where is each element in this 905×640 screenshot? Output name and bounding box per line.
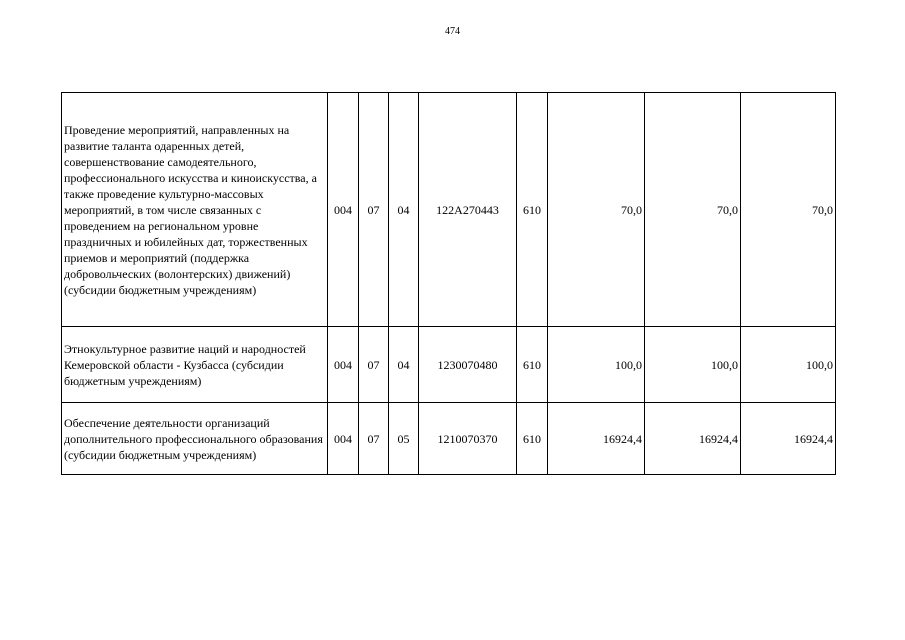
subsection-code: 04 xyxy=(389,327,419,403)
amount-year-3: 16924,4 xyxy=(741,403,836,475)
subsection-code: 05 xyxy=(389,403,419,475)
ministry-code: 004 xyxy=(328,327,359,403)
section-code: 07 xyxy=(359,403,389,475)
amount-year-1: 70,0 xyxy=(548,93,645,327)
table-row xyxy=(62,327,836,403)
amount-year-2: 70,0 xyxy=(645,93,741,327)
row-description: Проведение мероприятий, направленных на развитие таланта одаренных детей, совершенствование самодеятельного, профессионального искусства и киноискусства, а также проведение культурно-массовых мероприятий, в том числе связанных с проведением на региональном уровне праздничных и юбилейных дат, торжественных приемов и мероприятий (поддержка добровольческих (волонтерских) движений) (субсидии бюджетным учреждениям) xyxy=(62,93,328,327)
ministry-code: 004 xyxy=(328,93,359,327)
row-description: Этнокультурное развитие наций и народностей Кемеровской области - Кузбасса (субсидии бюджетным учреждениям) xyxy=(62,327,328,403)
table-row xyxy=(62,93,836,327)
target-article-code: 122A270443 xyxy=(419,93,517,327)
amount-year-1: 16924,4 xyxy=(548,403,645,475)
subsection-code: 04 xyxy=(389,93,419,327)
amount-year-2: 100,0 xyxy=(645,327,741,403)
section-code: 07 xyxy=(359,93,389,327)
amount-year-1: 100,0 xyxy=(548,327,645,403)
budget-table xyxy=(61,92,836,475)
expense-type-code: 610 xyxy=(517,403,548,475)
section-code: 07 xyxy=(359,327,389,403)
amount-year-3: 70,0 xyxy=(741,93,836,327)
amount-year-2: 16924,4 xyxy=(645,403,741,475)
target-article-code: 1230070480 xyxy=(419,327,517,403)
target-article-code: 1210070370 xyxy=(419,403,517,475)
row-description: Обеспечение деятельности организаций дополнительного профессионального образования (субсидии бюджетным учреждениям) xyxy=(62,403,328,475)
expense-type-code: 610 xyxy=(517,93,548,327)
ministry-code: 004 xyxy=(328,403,359,475)
amount-year-3: 100,0 xyxy=(741,327,836,403)
page-number: 474 xyxy=(445,26,460,37)
expense-type-code: 610 xyxy=(517,327,548,403)
table-row xyxy=(62,403,836,475)
